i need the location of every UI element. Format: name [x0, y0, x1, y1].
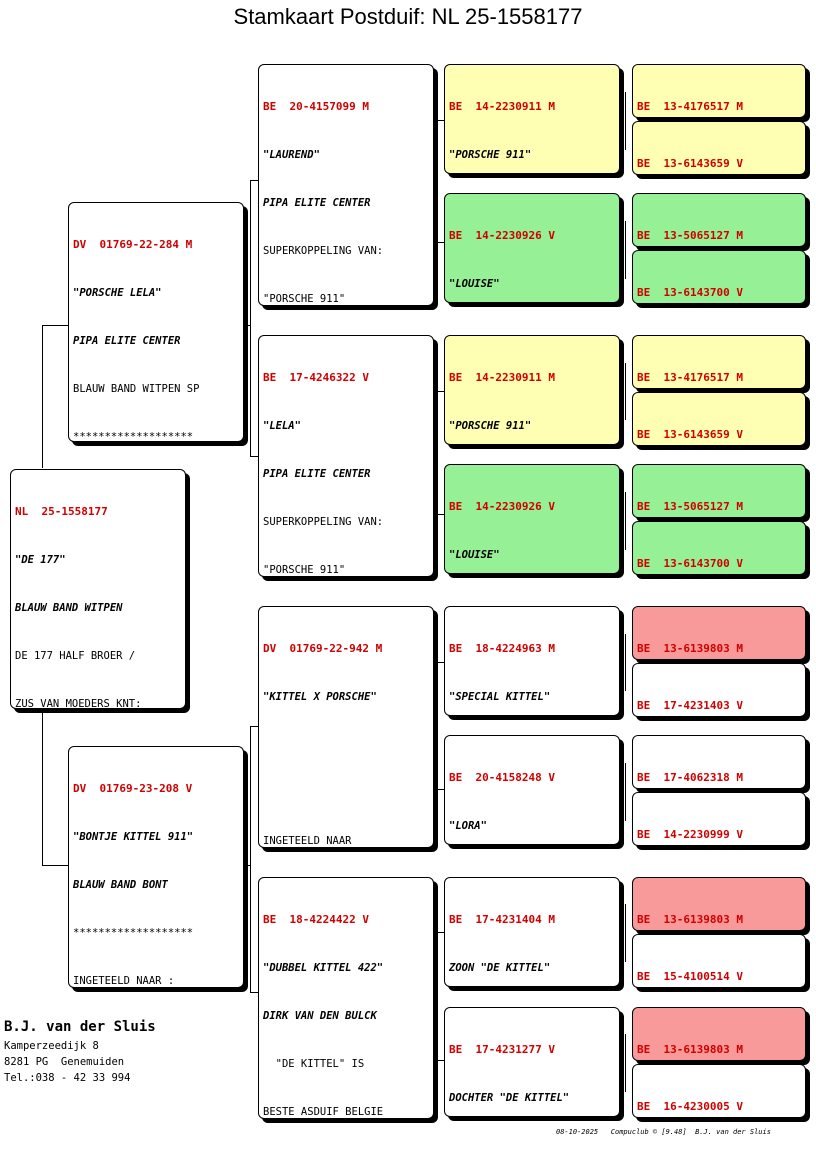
pedigree-card-mother[interactable]	[68, 746, 244, 988]
ring-number: BE 13-4176517 M	[637, 371, 743, 384]
pigeon-name: "DUBBEL KITTEL 422"	[263, 962, 384, 974]
pigeon-name: "PORSCHE 911"	[449, 420, 532, 432]
ring-number: BE 13-6143659 V	[637, 428, 743, 441]
connector-line	[625, 904, 626, 962]
pigeon-name: ZOON "DE KITTEL"	[449, 962, 551, 974]
card-line: INGETEELD NAAR :	[73, 975, 175, 987]
pedigree-card-g16[interactable]	[632, 1064, 806, 1118]
connector-line	[437, 789, 444, 790]
pigeon-name: "LOUISE"	[449, 549, 500, 561]
ring-number: BE 13-6139803 M	[637, 913, 743, 926]
card-line: PIPA ELITE CENTER	[73, 335, 181, 347]
owner-name: B.J. van der Sluis	[4, 1019, 156, 1035]
ring-number: BE 17-4231277 V	[449, 1043, 555, 1056]
pedigree-card-g4[interactable]	[632, 250, 806, 304]
ring-number: BE 13-6143659 V	[637, 157, 743, 170]
connector-line	[625, 92, 626, 150]
pedigree-card-g15[interactable]	[632, 1007, 806, 1061]
card-line: BLAUW BAND WITPEN	[15, 602, 123, 614]
connector-line	[437, 120, 438, 242]
connector-line	[250, 180, 258, 181]
pigeon-name: "LELA"	[263, 420, 301, 432]
connector-line	[250, 992, 258, 993]
pigeon-name: "KITTEL X PORSCHE"	[263, 691, 377, 703]
pedigree-card-g12[interactable]	[632, 792, 806, 846]
pigeon-name: "BONTJE KITTEL 911"	[73, 831, 194, 843]
connector-line	[437, 242, 444, 243]
connector-line	[244, 865, 251, 866]
connector-line	[625, 634, 626, 691]
card-line: *******************	[73, 927, 194, 939]
pedigree-card-g10[interactable]	[632, 663, 806, 717]
connector-line	[437, 391, 438, 514]
pedigree-card-subject[interactable]	[10, 469, 186, 709]
ring-number: BE 15-4100514 V	[637, 970, 743, 983]
ring-number: BE 18-4224963 M	[449, 642, 555, 655]
card-line: PIPA ELITE CENTER	[263, 197, 371, 209]
card-line: ZUS VAN MOEDERS KNT:	[15, 698, 142, 709]
card-line: DE 177 HALF BROER /	[15, 650, 136, 662]
pedigree-card-father[interactable]	[68, 202, 244, 442]
owner-phone: Tel.:038 - 42 33 994	[4, 1072, 131, 1084]
connector-line	[437, 662, 444, 663]
ring-number: BE 14-2230926 V	[449, 500, 555, 513]
connector-line	[625, 492, 626, 550]
card-line: BLAUW BAND WITPEN SP	[73, 383, 200, 395]
connector-line	[437, 391, 444, 392]
ring-number: DV 01769-22-942 M	[263, 642, 383, 655]
card-line: INGETEELD NAAR	[263, 835, 352, 847]
card-line: *******************	[73, 431, 194, 442]
ring-number: DV 01769-23-208 V	[73, 782, 193, 795]
pedigree-card-fmm[interactable]	[444, 464, 620, 574]
card-line	[263, 785, 429, 801]
connector-line	[437, 514, 444, 515]
connector-line	[437, 662, 438, 789]
ring-number: BE 16-4230005 V	[637, 1100, 743, 1113]
card-line: DIRK VAN DEN BULCK	[263, 1010, 377, 1022]
ring-number: BE 13-6143700 V	[637, 557, 743, 570]
pigeon-name: DOCHTER "DE KITTEL"	[449, 1092, 570, 1104]
footer-credit: 08-10-2025 Compuclub © [9.48] B.J. van der Sluis	[556, 1128, 771, 1136]
card-line: "PORSCHE 911"	[263, 293, 346, 305]
pedigree-card-g3[interactable]	[632, 193, 806, 247]
ring-number: BE 13-4176517 M	[637, 100, 743, 113]
connector-line	[42, 710, 43, 865]
ring-number: BE 17-4062318 M	[637, 771, 743, 784]
ring-number: BE 20-4157099 M	[263, 100, 369, 113]
pedigree-card-mm[interactable]	[258, 877, 434, 1119]
ring-number: DV 01769-22-284 M	[73, 238, 193, 251]
pigeon-name: "LORA"	[449, 820, 487, 832]
pedigree-card-fm[interactable]	[258, 335, 434, 577]
owner-address-2: 8281 PG Genemuiden	[4, 1056, 125, 1068]
pedigree-card-mf[interactable]	[258, 606, 434, 848]
pedigree-card-g14[interactable]	[632, 934, 806, 988]
ring-number: BE 17-4246322 V	[263, 371, 369, 384]
ring-number: NL 25-1558177	[15, 505, 108, 518]
pedigree-card-g7[interactable]	[632, 464, 806, 518]
ring-number: BE 18-4224422 V	[263, 913, 369, 926]
connector-line	[437, 932, 444, 933]
ring-number: BE 14-2230999 V	[637, 828, 743, 841]
pedigree-card-g6[interactable]	[632, 392, 806, 446]
page-title: Stamkaart Postduif: NL 25-1558177	[233, 4, 583, 29]
ring-number: BE 17-4231404 M	[449, 913, 555, 926]
ring-number: BE 14-2230911 M	[449, 371, 555, 384]
pedigree-card-g8[interactable]	[632, 521, 806, 575]
ring-number: BE 13-5065127 M	[637, 229, 743, 242]
pedigree-card-g11[interactable]	[632, 735, 806, 789]
ring-number: BE 14-2230926 V	[449, 229, 555, 242]
owner-address-1: Kamperzeedijk 8	[4, 1040, 99, 1052]
pedigree-card-mff[interactable]	[444, 606, 620, 716]
pigeon-name: "SPECIAL KITTEL"	[449, 691, 551, 703]
card-line: SUPERKOPPELING VAN:	[263, 516, 384, 528]
pigeon-name: "LOUISE"	[449, 278, 500, 290]
card-line: "PORSCHE 911"	[263, 564, 346, 576]
card-line: BESTE ASDUIF BELGIE	[263, 1106, 384, 1118]
pedigree-card-g9[interactable]	[632, 606, 806, 660]
ring-number: BE 13-5065127 M	[637, 500, 743, 513]
connector-line	[625, 1034, 626, 1092]
owner-block	[4, 1016, 156, 1086]
pedigree-card-g5[interactable]	[632, 335, 806, 389]
card-line: PIPA ELITE CENTER	[263, 468, 371, 480]
connector-line	[625, 763, 626, 821]
card-line: SUPERKOPPELING VAN:	[263, 245, 384, 257]
connector-line	[42, 325, 43, 468]
ring-number: BE 13-6139803 M	[637, 1043, 743, 1056]
pedigree-card-ffm[interactable]	[444, 193, 620, 303]
connector-line	[42, 865, 68, 866]
card-line	[263, 737, 429, 753]
pedigree-card-fff[interactable]	[444, 64, 620, 174]
pigeon-name: "DE 177"	[15, 554, 66, 566]
ring-number: BE 20-4158248 V	[449, 771, 555, 784]
pedigree-card-mmf[interactable]	[444, 877, 620, 987]
pedigree-card-ff[interactable]	[258, 64, 434, 306]
pedigree-card-fmf[interactable]	[444, 335, 620, 445]
pedigree-card-g13[interactable]	[632, 877, 806, 931]
pedigree-card-mfm[interactable]	[444, 735, 620, 845]
pedigree-card-g1[interactable]	[632, 64, 806, 118]
ring-number: BE 13-6143700 V	[637, 286, 743, 299]
card-line: "DE KITTEL" IS	[263, 1058, 365, 1070]
card-line: BLAUW BAND BONT	[73, 879, 168, 891]
connector-line	[437, 120, 444, 121]
connector-line	[250, 726, 251, 992]
pedigree-card-g2[interactable]	[632, 121, 806, 175]
connector-line	[250, 180, 251, 457]
connector-line	[250, 456, 258, 457]
connector-line	[625, 221, 626, 279]
connector-line	[250, 726, 258, 727]
pigeon-name: "LAUREND"	[263, 149, 320, 161]
connector-line	[244, 325, 251, 326]
ring-number: BE 13-6139803 M	[637, 642, 743, 655]
connector-line	[42, 325, 68, 326]
connector-line	[625, 363, 626, 420]
connector-line	[437, 1060, 444, 1061]
ring-number: BE 14-2230911 M	[449, 100, 555, 113]
connector-line	[437, 932, 438, 1060]
ring-number: BE 17-4231403 V	[637, 699, 743, 712]
pedigree-card-mmm[interactable]	[444, 1007, 620, 1117]
pigeon-name: "PORSCHE 911"	[449, 149, 532, 161]
pigeon-name: "PORSCHE LELA"	[73, 287, 162, 299]
